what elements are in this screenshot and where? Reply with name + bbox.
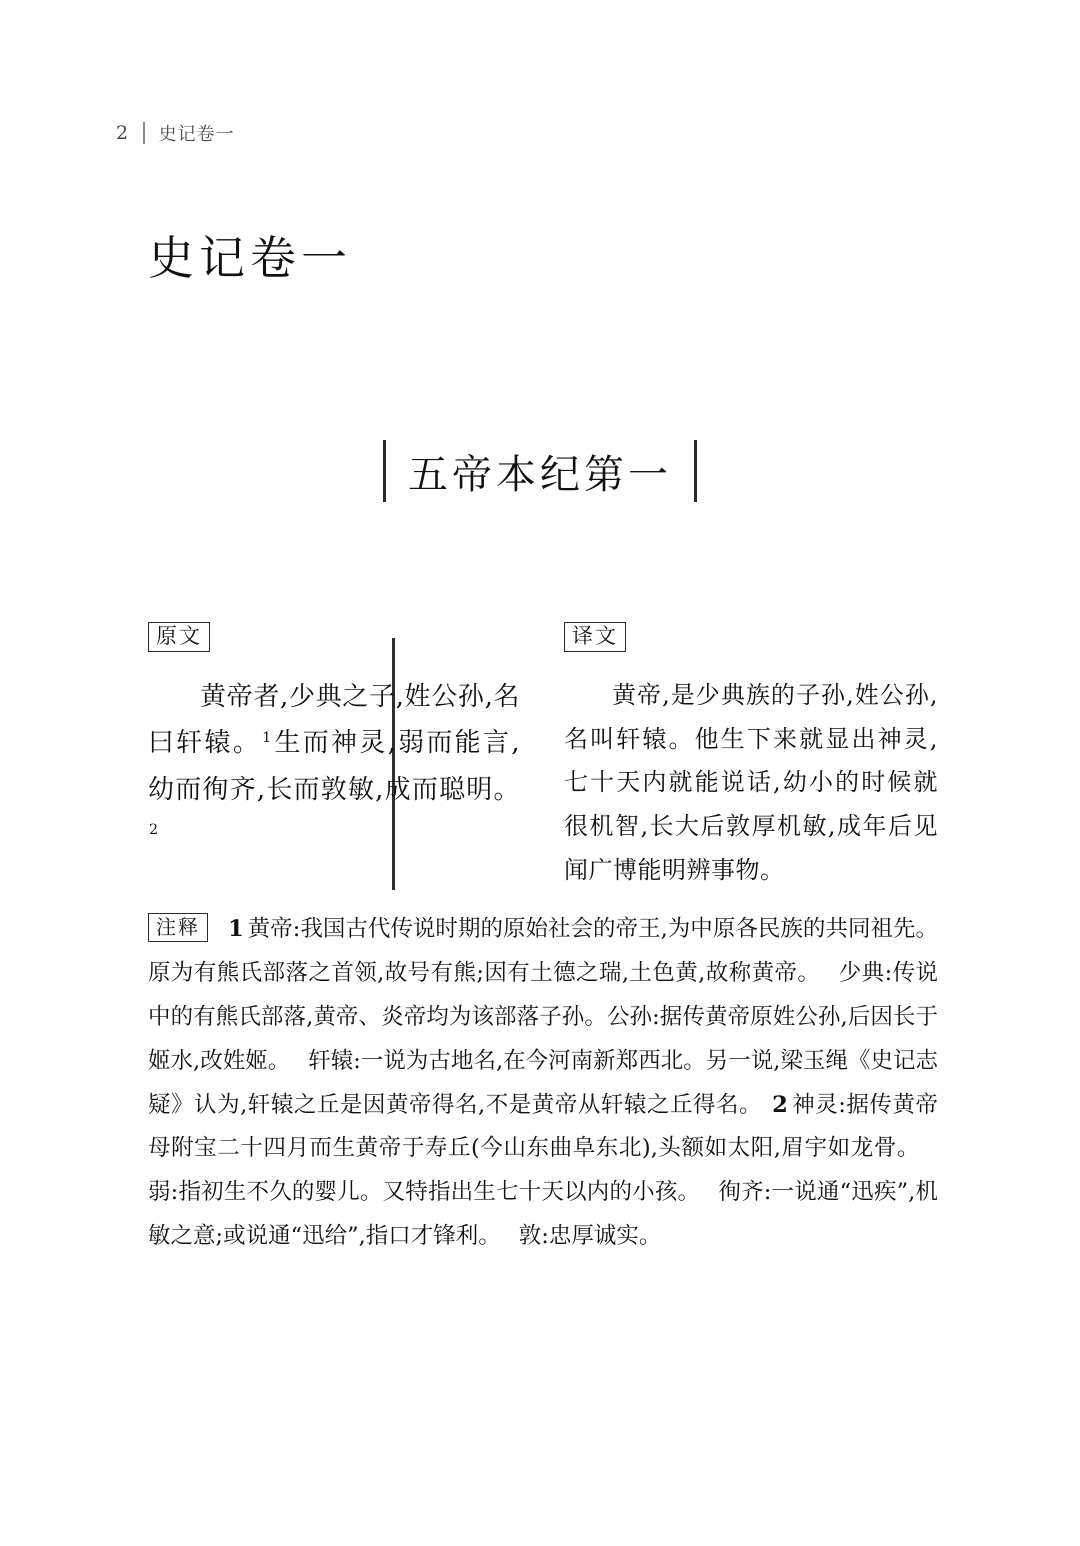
notes-label: 注释	[148, 913, 208, 942]
note-number-1: 1	[228, 916, 244, 942]
running-head-title: 史记卷一	[158, 124, 235, 145]
note-2-segment-3: 徇齐:一说通“迅疾”,机敏之意;或说通“迅给”,指口才锋利。	[148, 1179, 938, 1250]
original-text-part1: 黄帝者,少典之子,姓公孙,名曰轩辕。	[148, 682, 520, 759]
note-ref-1: 1	[262, 729, 272, 746]
translation-body: 黄帝,是少典族的子孙,姓公孙,名叫轩辕。他生下来就显出神灵,七十天内就能说话,幼小的时候就很机智,长大后敦厚机敏,成年后见闻广博能明辨事物。	[564, 681, 938, 884]
notes-block	[148, 908, 938, 1259]
running-head	[116, 120, 235, 146]
note-2-segment-2: 弱:指初生不久的婴儿。又特指出生七十天以内的小孩。	[148, 1179, 701, 1206]
note-1-segment-3: 轩辕:一说为古地名,在今河南新郑西北。另一说,梁玉绳《史记志疑》认为,轩辕之丘是因黄帝得名,不是黄帝从轩辕之丘得名。	[148, 1047, 939, 1118]
original-text-part2: 生而神灵,弱而能言,幼而徇齐,长而敦敏,成而聪明。	[148, 728, 520, 805]
note-1-segment-2: 少典:传说中的有熊氏部落,黄帝、炎帝均为该部落子孙。公孙:据传黄帝原姓公孙,后因长于姬水,改姓姬。	[148, 959, 938, 1074]
chapter-rule-right	[694, 440, 697, 502]
chapter-title-block	[0, 440, 1080, 502]
volume-title: 史记卷一	[148, 231, 352, 285]
page-number: 2	[116, 122, 129, 144]
running-head-divider	[143, 122, 145, 144]
chapter-title: 五帝本纪第一	[408, 451, 672, 498]
note-2-segment-4: 敦:忠厚诚实。	[518, 1223, 662, 1250]
note-ref-2: 2	[149, 822, 159, 839]
note-number-2: 2	[772, 1091, 788, 1118]
translation-column	[520, 622, 938, 892]
note-2-segment-1: 神灵:据传黄帝母附宝二十四月而生黄帝于寿丘(今山东曲阜东北),头额如太阳,眉宇如龙骨。	[148, 1091, 938, 1162]
note-1-segment-1: 黄帝:我国古代传说时期的原始社会的帝王,为中原各民族的共同祖先。原为有熊氏部落之首领,故号有熊;因有土德之瑞,土色黄,故称黄帝。	[148, 916, 938, 986]
original-text-column	[148, 622, 520, 892]
chapter-rule-left	[383, 440, 386, 502]
original-text-body	[148, 674, 520, 859]
two-column-area	[148, 622, 938, 892]
translation-label: 译文	[564, 622, 626, 652]
original-text-label: 原文	[148, 622, 210, 652]
